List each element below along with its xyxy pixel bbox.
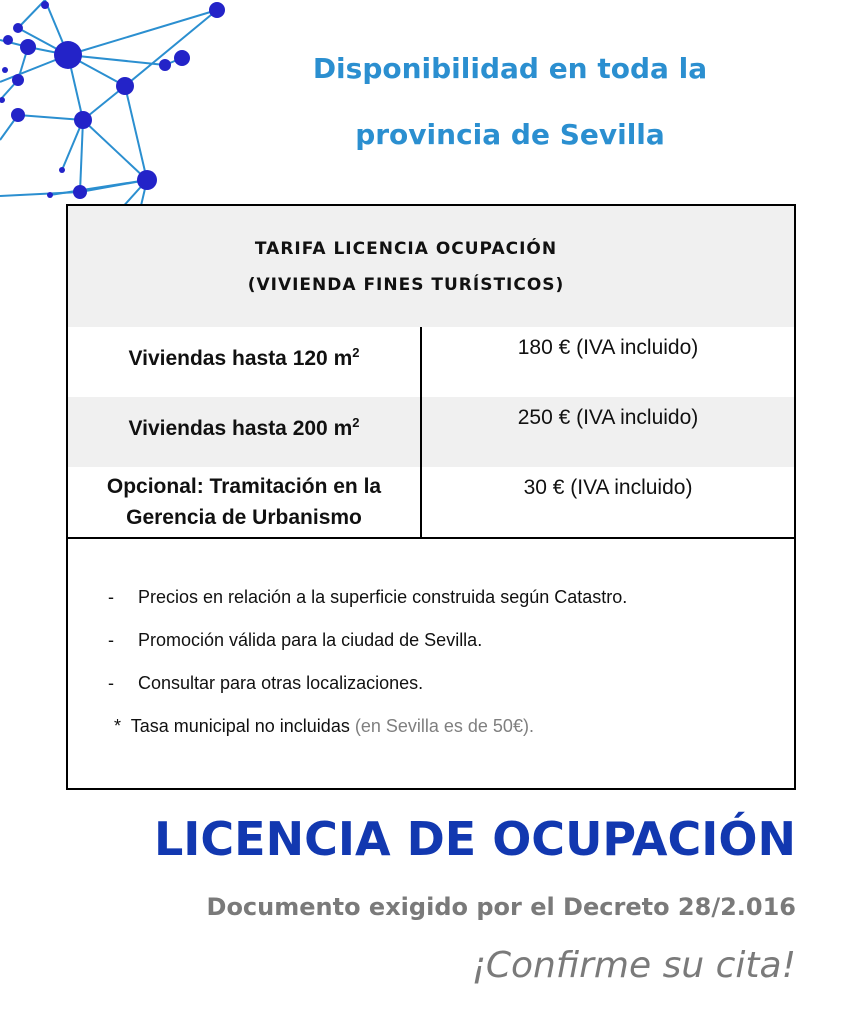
footnote-muted: (en Sevilla es de 50€). [354, 716, 534, 736]
note-marker: - [108, 587, 114, 607]
notes-section [68, 537, 794, 788]
row-label-line-2: Gerencia de Urbanismo [126, 506, 362, 529]
table-row [68, 397, 794, 469]
call-to-action: ¡Confirme su cita! [471, 945, 796, 986]
superscript: 2 [352, 345, 360, 360]
main-title: LICENCIA DE OCUPACIÓN [153, 812, 796, 866]
footnote-text: Tasa municipal no incluidas [130, 716, 350, 736]
headline-line-2: provincia de Sevilla [355, 118, 665, 151]
row-price: 250 € (IVA incluido) [517, 406, 699, 429]
footnote-marker: * [114, 716, 122, 736]
row-label [68, 467, 422, 537]
row-label-text: Viviendas hasta 120 m [128, 347, 353, 370]
row-label [68, 327, 422, 397]
tariff-header [68, 206, 794, 329]
tariff-title-line-1: TARIFA LICENCIA OCUPACIÓN [254, 238, 558, 259]
note-marker: - [108, 673, 114, 693]
note-item [108, 673, 423, 694]
note-item [108, 630, 482, 651]
table-row [68, 467, 794, 539]
network-graphic [0, 0, 230, 210]
note-text: Promoción válida para la ciudad de Sevilla. [138, 630, 483, 650]
note-item [108, 587, 627, 608]
headline-line-1: Disponibilidad en toda la [312, 52, 708, 85]
table-row [68, 327, 794, 399]
superscript: 2 [352, 415, 360, 430]
row-label-line-1: Opcional: Tramitación en la [106, 475, 382, 498]
subtitle: Documento exigido por el Decreto 28/2.016 [206, 893, 796, 921]
tariff-table [66, 204, 796, 790]
note-text: Precios en relación a la superficie construida según Catastro. [138, 587, 628, 607]
footnote [114, 716, 534, 737]
row-price: 180 € (IVA incluido) [517, 336, 699, 359]
note-marker: - [108, 630, 114, 650]
note-text: Consultar para otras localizaciones. [138, 673, 424, 693]
row-label-text: Viviendas hasta 200 m [128, 417, 353, 440]
tariff-title-line-2: (VIVIENDA FINES TURÍSTICOS) [247, 274, 565, 295]
row-price: 30 € (IVA incluido) [523, 476, 693, 499]
row-label [68, 397, 422, 467]
